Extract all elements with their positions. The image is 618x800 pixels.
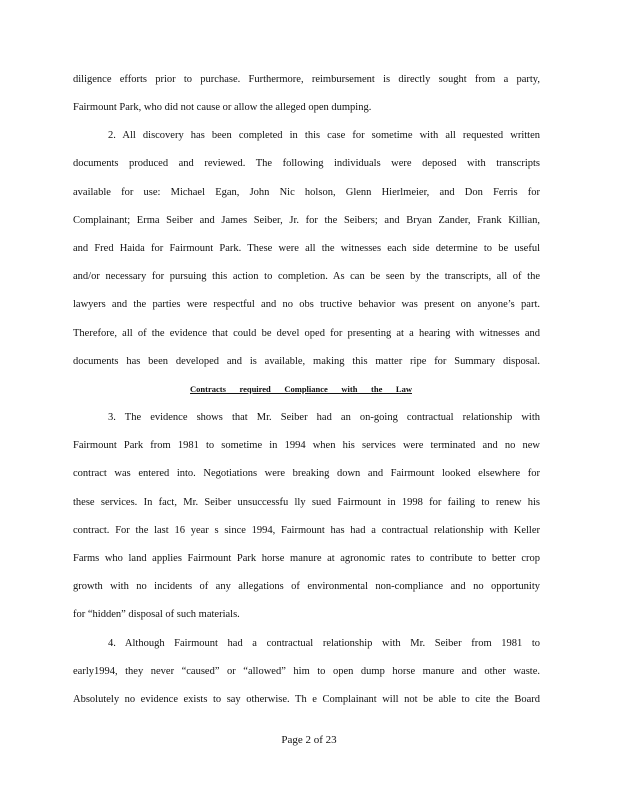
paragraph-2-line-3: available for use: Michael Egan, John Nic holson, Glenn Hierlmeier, and Don Ferris for (73, 187, 540, 198)
paragraph-2-line-1: 2. All discovery has been completed in this case for sometime with all requested written (108, 130, 540, 141)
paragraph-4-line-2: early1994, they never “caused” or “allowed” him to open dump horse manure and other waste. (73, 666, 540, 677)
paragraph-2-line-4: Complainant; Erma Seiber and James Seiber, Jr. for the Seibers; and Bryan Zander, Frank Killian, (73, 215, 540, 226)
paragraph-3-line-6: Farms who land applies Fairmount Park horse manure at agronomic rates to contribute to better crop (73, 553, 540, 564)
paragraph-3-line-7: growth with no incidents of any allegations of environmental non-compliance and no opportunity (73, 581, 540, 592)
paragraph-3-line-3: contract was entered into. Negotiations were breaking down and Fairmount looked elsewhere for (73, 468, 540, 479)
paragraph-2-line-6: and/or necessary for pursuing this action to completion. As can be seen by the transcripts, all of the (73, 271, 540, 282)
paragraph-2-line-9: documents has been developed and is available, making this matter ripe for Summary disposal. (73, 356, 540, 367)
paragraph-2-line-7: lawyers and the parties were respectful and no obs tructive behavior was present on anyone’s part. (73, 299, 540, 310)
page-number: Page 2 of 23 (281, 734, 337, 746)
paragraph-3-line-2: Fairmount Park from 1981 to sometime in 1994 when his services were terminated and no new (73, 440, 540, 451)
paragraph-3-line-5: contract. For the last 16 year s since 1994, Fairmount has had a contractual relationship with Keller (73, 525, 540, 536)
section-heading: Contracts required Compliance with the Law (190, 384, 412, 394)
paragraph-3-line-4: these services. In fact, Mr. Seiber unsuccessfu lly sued Fairmount in 1998 for failing to renew his (73, 497, 540, 508)
paragraph-4-line-1: 4. Although Fairmount had a contractual relationship with Mr. Seiber from 1981 to (108, 638, 540, 649)
paragraph-4-line-3: Absolutely no evidence exists to say otherwise. Th e Complainant will not be able to cite the Board (73, 694, 540, 705)
paragraph-continued-line-2: Fairmount Park, who did not cause or allow the alleged open dumping. (73, 102, 372, 113)
paragraph-2-line-2: documents produced and reviewed. The following individuals were deposed with transcripts (73, 158, 540, 169)
paragraph-3-line-8: for “hidden” disposal of such materials. (73, 609, 240, 620)
paragraph-2-line-8: Therefore, all of the evidence that could be devel oped for presenting at a hearing with witnesses and (73, 328, 540, 339)
paragraph-continued-line-1: diligence efforts prior to purchase. Furthermore, reimbursement is directly sought from a party, (73, 74, 540, 85)
paragraph-2-line-5: and Fred Haida for Fairmount Park. These were all the witnesses each side determine to be useful (73, 243, 540, 254)
paragraph-3-line-1: 3. The evidence shows that Mr. Seiber had an on-going contractual relationship with (108, 412, 540, 423)
